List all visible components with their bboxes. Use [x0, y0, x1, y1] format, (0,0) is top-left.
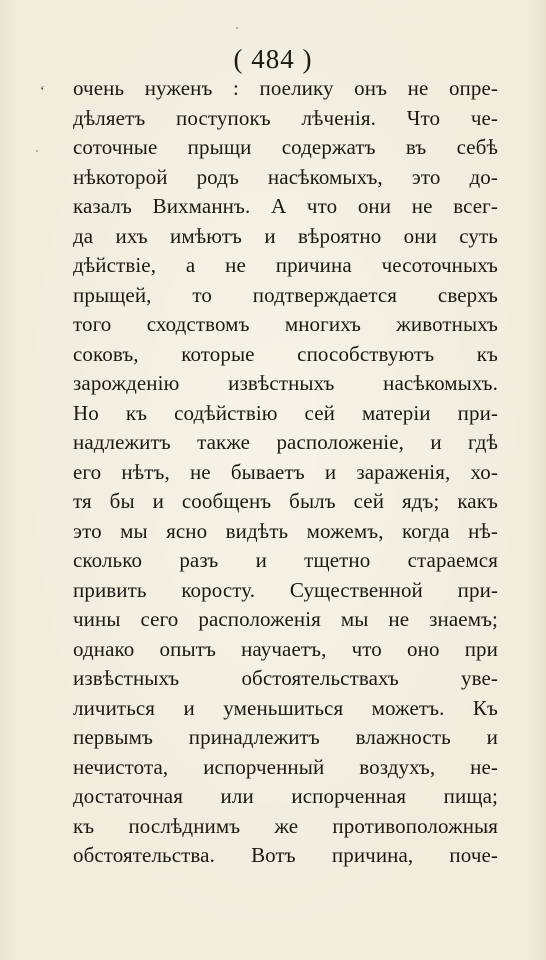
- text-line: достаточная или испорченная пища;: [73, 784, 498, 808]
- text-line: да ихъ имѣютъ и вѣроятно они суть: [73, 223, 498, 248]
- text-line: дѣляетъ поступокъ лѣченія. Что че-: [73, 105, 498, 130]
- text-line: прыщей, то подтверждается сверхъ: [73, 282, 498, 307]
- text-line: его нѣтъ, не бываетъ и зараженія, хо-: [73, 459, 498, 484]
- text-line: тя бы и сообщенъ былъ сей ядъ; какъ: [73, 489, 498, 513]
- body-text: [73, 74, 498, 871]
- text-line: казалъ Вихманнъ. А что они не всег-: [73, 194, 498, 218]
- text-line: нечистота, испорченный воздухъ, не-: [73, 754, 498, 779]
- text-line: къ послѣднимъ же противоположныя: [73, 813, 498, 838]
- text-line: дѣйствіе, а не причина чесоточныхъ: [73, 253, 498, 277]
- paper-speck: [236, 27, 238, 29]
- text-line: личиться и уменьшиться можетъ. Къ: [73, 695, 498, 720]
- text-line: очень нуженъ : поелику онъ не опре-: [73, 76, 498, 100]
- text-line: нѣкоторой родъ насѣкомыхъ, это до-: [73, 164, 498, 189]
- text-line: надлежитъ также расположеніе, и гдѣ: [73, 430, 498, 454]
- text-line: однако опытъ научаетъ, что оно при: [73, 636, 498, 661]
- text-line: соковъ, которые способствуютъ къ: [73, 341, 498, 366]
- text-line: того сходствомъ многихъ животныхъ: [73, 312, 498, 336]
- margin-mark: ʻ: [40, 84, 45, 99]
- text-line: первымъ принадлежитъ влажность и: [73, 725, 498, 749]
- text-line: Но къ содѣйствію сей матеріи при-: [73, 400, 498, 425]
- text-line: зарожденію извѣстныхъ насѣкомыхъ.: [73, 371, 498, 395]
- text-line: это мы ясно видѣть можемъ, когда нѣ-: [73, 518, 498, 543]
- text-line: привить коросту. Существенной при-: [73, 577, 498, 602]
- text-line: чины сего расположенія мы не знаемъ;: [73, 607, 498, 631]
- text-line: соточные прыщи содержатъ въ себѣ: [73, 135, 498, 159]
- text-line: обстоятельства. Вотъ причина, поче-: [73, 843, 498, 867]
- page-number: ( 484 ): [233, 44, 313, 74]
- text-line: сколько разъ и тщетно стараемся: [73, 548, 498, 572]
- paper-speck: [36, 150, 38, 152]
- text-line: извѣстныхъ обстоятельствахъ уве-: [73, 666, 498, 690]
